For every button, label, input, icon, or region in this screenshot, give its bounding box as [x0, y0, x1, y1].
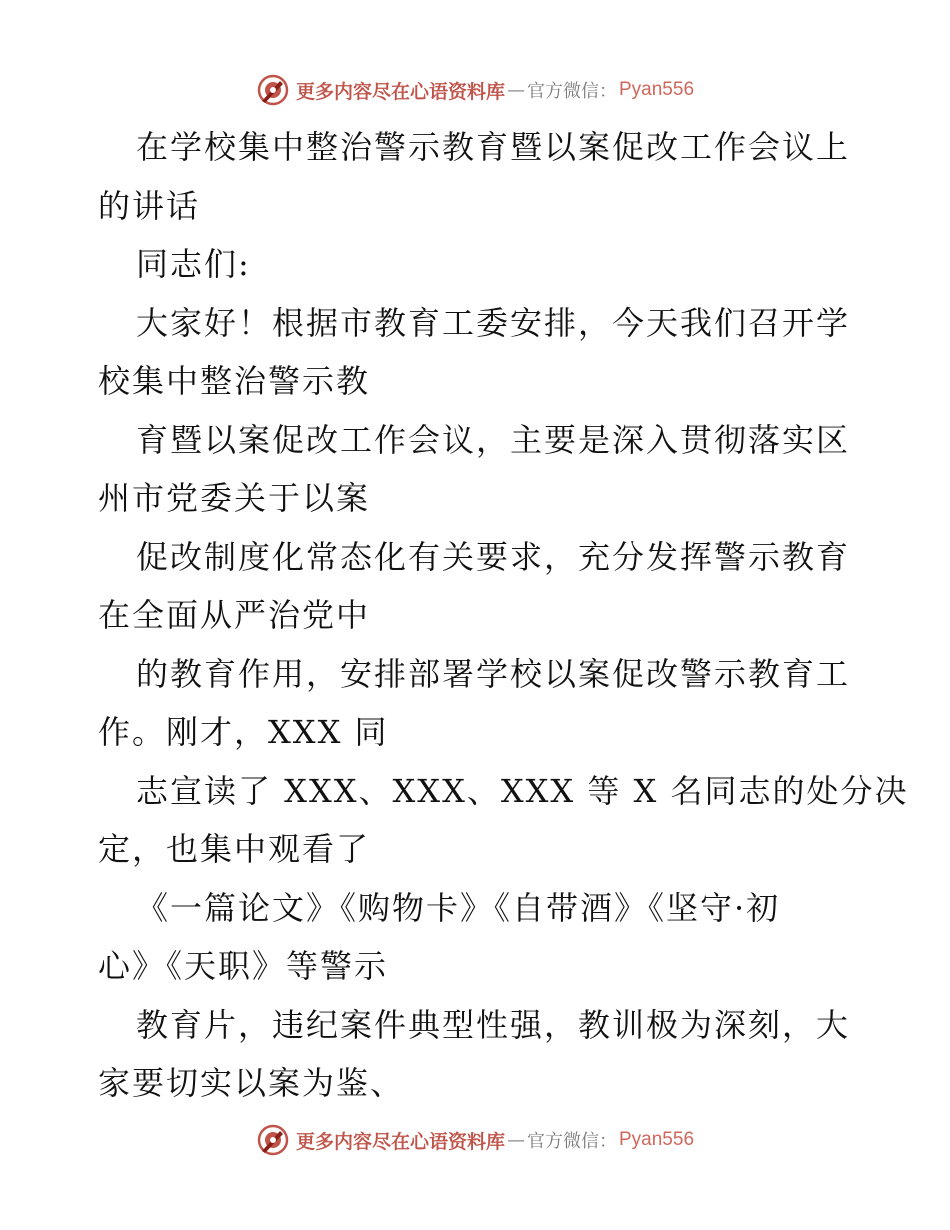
promo-text: 更多内容尽在心语资料库	[295, 1130, 505, 1153]
paragraph-line: 《一篇论文》《购物卡》《自带酒》《坚守·初	[136, 888, 781, 927]
paragraph-line: 教育片，违纪案件典型性强，教训极为深刻，大	[136, 1005, 851, 1044]
red-quill-logo-icon	[256, 1123, 290, 1157]
footer-banner[interactable]	[0, 1120, 950, 1160]
paragraph-line: 作。刚才，XXX 同	[98, 713, 389, 751]
wechat-label: 官方微信：	[527, 81, 617, 102]
header-banner[interactable]	[0, 70, 950, 110]
paragraph-line: 志宣读了 XXX、XXX、XXX 等 X 名同志的处分决	[136, 771, 909, 810]
title-line: 在学校集中整治警示教育暨以案促改工作会议上	[136, 128, 851, 166]
salutation: 同志们:	[136, 245, 251, 283]
paragraph-line: 定，也集中观看了	[98, 830, 371, 868]
paragraph-line: 促改制度化常态化有关要求，充分发挥警示教育	[136, 537, 851, 576]
separator: —	[507, 79, 525, 101]
paragraph-line: 校集中整治警示教	[98, 362, 371, 400]
paragraph-line: 的教育作用，安排部署学校以案促改警示教育工	[136, 654, 851, 693]
document-body	[98, 118, 909, 1113]
paragraph-line: 大家好！根据市教育工委安排，今天我们召开学	[136, 303, 851, 342]
paragraph-line: 心》《天职》等警示	[98, 947, 389, 985]
paragraph-line: 在全面从严治党中	[98, 596, 371, 634]
promo-text: 更多内容尽在心语资料库	[295, 80, 505, 103]
paragraph-line: 育暨以案促改工作会议，主要是深入贯彻落实区	[136, 420, 851, 459]
paragraph-line: 州市党委关于以案	[98, 479, 371, 517]
wechat-id: Pyan556	[619, 1129, 695, 1150]
wechat-label: 官方微信：	[527, 1131, 617, 1152]
title-line: 的讲话	[98, 186, 201, 225]
red-quill-logo-icon	[256, 73, 290, 107]
separator: —	[507, 1129, 525, 1151]
wechat-id: Pyan556	[619, 79, 695, 100]
paragraph-line: 家要切实以案为鉴、	[98, 1064, 405, 1102]
